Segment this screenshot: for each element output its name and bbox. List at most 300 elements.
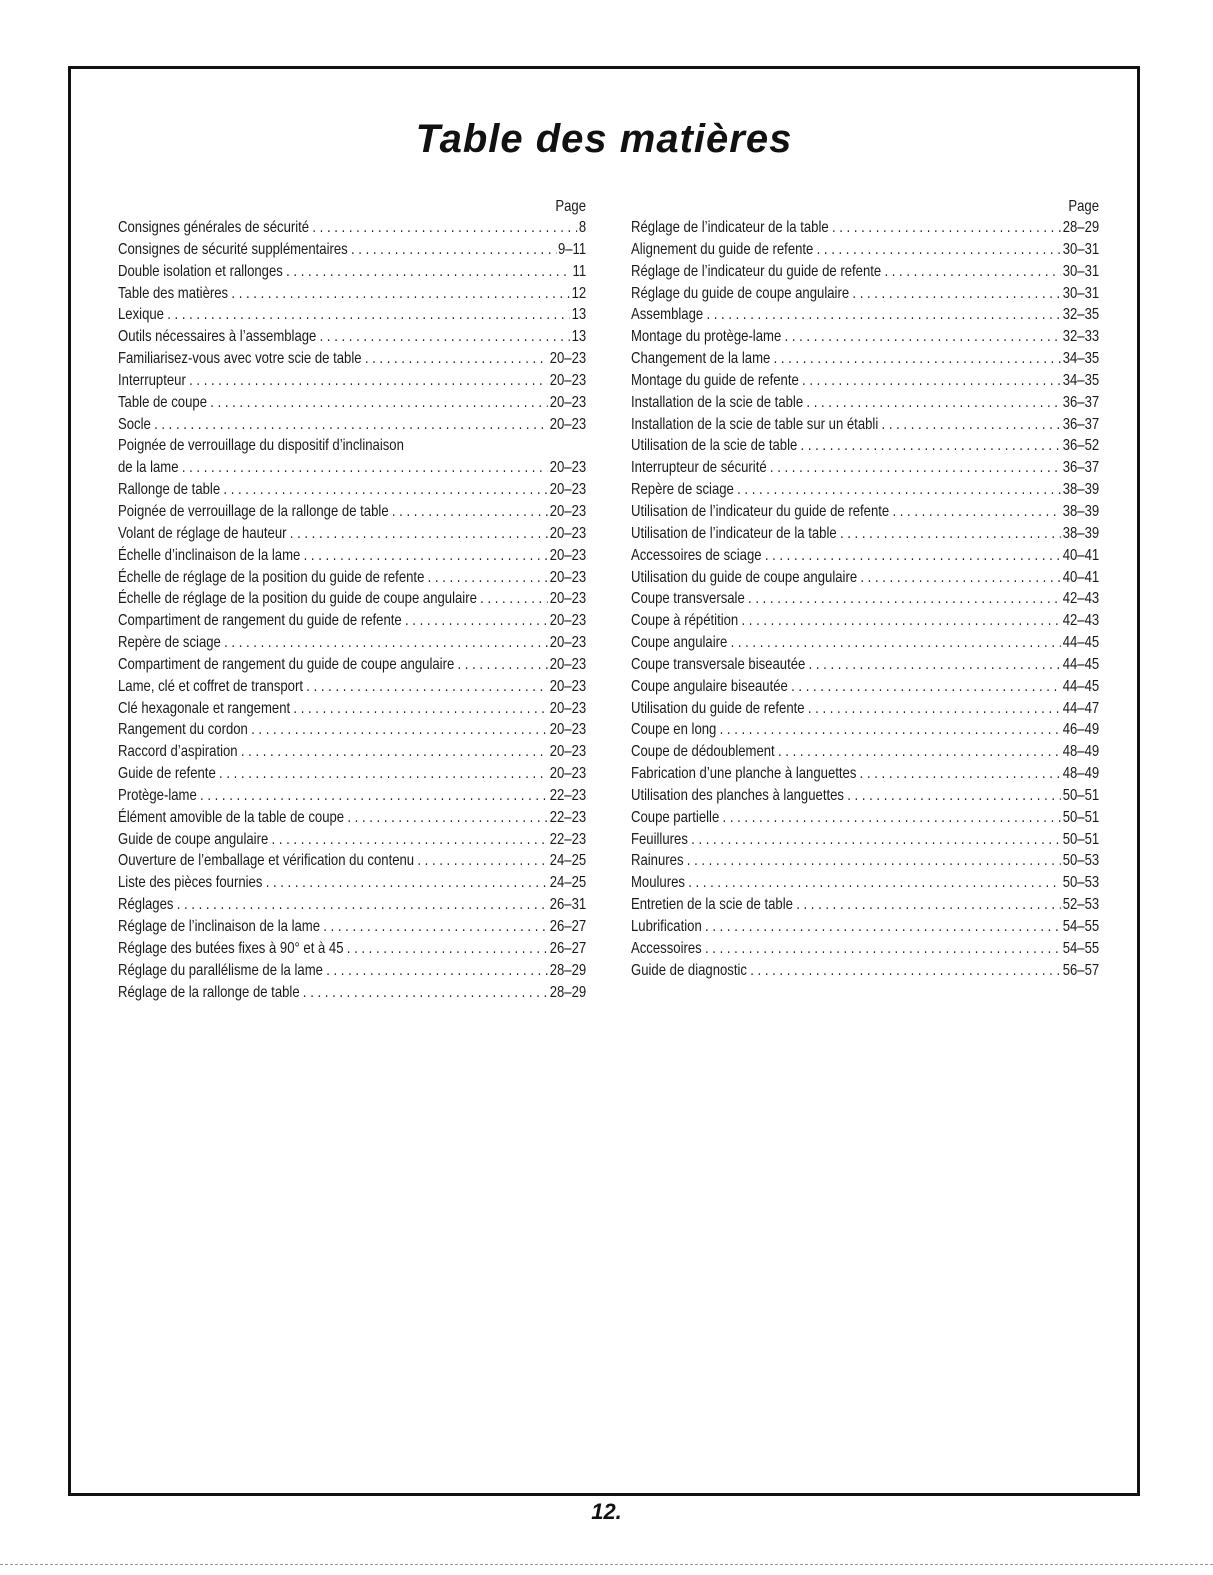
dot-leader (177, 894, 548, 916)
toc-entry-page: 40–41 (1062, 568, 1099, 586)
dot-leader (705, 938, 1061, 960)
dot-leader (200, 785, 548, 807)
dot-leader (306, 676, 548, 698)
toc-entry-page: 42–43 (1062, 590, 1099, 608)
toc-entry-page: 48–49 (1062, 743, 1099, 761)
toc-entry-page: 20–23 (549, 655, 586, 673)
toc-entry (118, 894, 586, 916)
toc-entry (118, 304, 586, 326)
toc-entry-row (118, 894, 586, 916)
toc-entry-label: Échelle de réglage de la position du guide de coupe angulaire (118, 590, 477, 608)
toc-entry (631, 807, 1099, 829)
toc-entry-row (118, 545, 586, 567)
toc-entry-page: 38–39 (1062, 481, 1099, 499)
dot-leader (428, 567, 548, 589)
dot-leader (832, 217, 1061, 239)
dot-leader (219, 763, 548, 785)
toc-entry-label: Guide de diagnostic (631, 961, 747, 979)
dot-leader (286, 261, 571, 283)
toc-entry-row (631, 960, 1099, 982)
scan-edge-divider (0, 1564, 1213, 1565)
toc-entry-page: 50–51 (1062, 808, 1099, 826)
dot-leader (884, 261, 1061, 283)
toc-entry-page: 36–37 (1062, 393, 1099, 411)
toc-entry-row (631, 370, 1099, 392)
dot-leader (808, 698, 1061, 720)
toc-entry-label: Coupe à répétition (631, 612, 739, 630)
toc-entry (118, 872, 586, 894)
toc-entry-row (631, 392, 1099, 414)
toc-entry (118, 829, 586, 851)
toc-entry-row (118, 807, 586, 829)
dot-leader (323, 916, 548, 938)
toc-entry-row (118, 850, 586, 872)
toc-entry-page: 50–53 (1062, 852, 1099, 870)
toc-entry (118, 960, 586, 982)
toc-entry (631, 960, 1099, 982)
toc-entry-label: Alignement du guide de refente (631, 240, 814, 258)
toc-entry (631, 217, 1099, 239)
toc-entry-page: 8 (578, 219, 586, 236)
toc-entry (118, 741, 586, 763)
toc-entry-row (118, 479, 586, 501)
toc-entry-label: Rangement du cordon (118, 721, 248, 739)
toc-entry-label: Réglage du parallélisme de la lame (118, 961, 323, 979)
toc-entry-page: 20–23 (549, 568, 586, 586)
toc-entry-row (118, 414, 586, 436)
toc-entry (118, 457, 586, 479)
toc-entry-page: 20–23 (549, 415, 586, 433)
toc-entry-label: Montage du protège-lame (631, 328, 782, 346)
toc-entry (631, 261, 1099, 283)
toc-entry-label: Interrupteur de sécurité (631, 459, 767, 477)
toc-entry (118, 719, 586, 741)
toc-entry-page: 20–23 (549, 590, 586, 608)
toc-entry-row (631, 610, 1099, 632)
toc-entry-page: 13 (571, 328, 586, 346)
toc-entry-label: Accessoires de sciage (631, 546, 762, 564)
toc-entry (631, 283, 1099, 305)
toc-entry-row (118, 872, 586, 894)
toc-entry-page: 20–23 (549, 699, 586, 717)
toc-entry-label: Lexique (118, 306, 164, 324)
toc-entry-row (118, 960, 586, 982)
toc-entry-row (118, 719, 586, 741)
toc-entry (631, 872, 1099, 894)
toc-entry (118, 763, 586, 785)
toc-entry (631, 326, 1099, 348)
toc-entry-row (631, 916, 1099, 938)
toc-entry-page: 20–23 (549, 481, 586, 499)
dot-leader (405, 610, 548, 632)
toc-entry-row (118, 348, 586, 370)
toc-entry-label: Installation de la scie de table (631, 393, 804, 411)
toc-entry-label: Échelle d’inclinaison de la lame (118, 546, 301, 564)
toc-entry-page: 44–47 (1062, 699, 1099, 717)
dot-leader (182, 457, 548, 479)
dot-leader (731, 632, 1061, 654)
toc-entry-page: 13 (571, 306, 586, 324)
toc-entry-page: 40–41 (1062, 546, 1099, 564)
toc-entry (118, 676, 586, 698)
toc-entry-row (631, 807, 1099, 829)
dot-leader (272, 829, 549, 851)
page-column-header: Page (1068, 198, 1099, 215)
toc-entry-label: Coupe angulaire (631, 634, 728, 652)
toc-entry-page: 30–31 (1062, 240, 1099, 258)
toc-entry (631, 392, 1099, 414)
dot-leader (840, 523, 1061, 545)
toc-entry-page: 52–53 (1062, 896, 1099, 914)
toc-left-column (118, 197, 586, 1003)
toc-entry-page: 28–29 (1062, 219, 1099, 236)
toc-entry-label: Réglage des butées fixes à 90° et à 45 (118, 939, 344, 957)
toc-entry (118, 654, 586, 676)
dot-leader (801, 435, 1061, 457)
dot-leader (860, 763, 1061, 785)
toc-entry-label: Lame, clé et coffret de transport (118, 677, 303, 695)
dot-leader (303, 982, 548, 1004)
toc-entry-page: 26–27 (549, 939, 586, 957)
toc-entry-row (118, 261, 586, 283)
toc-entry-row (631, 414, 1099, 436)
toc-entry-page: 20–23 (549, 371, 586, 389)
toc-entry-label: Fabrication d’une planche à languettes (631, 765, 857, 783)
toc-right-list (631, 217, 1099, 982)
dot-leader (765, 545, 1061, 567)
toc-entry-page: 24–25 (549, 852, 586, 870)
toc-entry (631, 894, 1099, 916)
toc-entry-page: 20–23 (549, 634, 586, 652)
toc-entry-page: 30–31 (1062, 262, 1099, 280)
dot-leader (347, 938, 548, 960)
toc-entry-page: 12 (571, 284, 586, 302)
dot-leader (210, 392, 548, 414)
dot-leader (392, 501, 548, 523)
toc-entry-row (631, 261, 1099, 283)
toc-entry-row (118, 741, 586, 763)
toc-entry (118, 239, 586, 261)
dot-leader (223, 479, 548, 501)
toc-entry (118, 392, 586, 414)
toc-entry-label: Moulures (631, 874, 685, 892)
toc-entry-row (118, 632, 586, 654)
toc-entry (631, 435, 1099, 457)
toc-entry-row (118, 938, 586, 960)
dot-leader (290, 523, 548, 545)
toc-entry-page: 32–35 (1062, 306, 1099, 324)
toc-entry-label: Consignes générales de sécurité (118, 219, 310, 236)
toc-entry (631, 719, 1099, 741)
toc-entry (631, 676, 1099, 698)
toc-entry (118, 283, 586, 305)
toc-entry-label: Protège-lame (118, 786, 197, 804)
toc-entry-row (631, 938, 1099, 960)
toc-entry (118, 501, 586, 523)
toc-entry-page: 28–29 (549, 983, 586, 1001)
toc-entry-row (631, 719, 1099, 741)
toc-entry (631, 479, 1099, 501)
toc-entry (118, 807, 586, 829)
dot-leader (266, 872, 548, 894)
dot-leader (791, 676, 1061, 698)
toc-entry-row (118, 457, 586, 479)
toc-entry (631, 239, 1099, 261)
dot-leader (351, 239, 556, 261)
page-title: Table des matières (415, 117, 793, 161)
toc-entry-page: 30–31 (1062, 284, 1099, 302)
dot-leader (480, 588, 548, 610)
toc-entry-page: 26–27 (549, 918, 586, 935)
toc-entry (118, 632, 586, 654)
toc-entry-page: 20–23 (549, 765, 586, 783)
dot-leader (802, 370, 1061, 392)
page-frame (68, 66, 1140, 1496)
toc-entry (118, 610, 586, 632)
dot-leader (847, 785, 1061, 807)
dot-leader (860, 567, 1061, 589)
toc-entry-page: 54–55 (1062, 918, 1099, 935)
toc-entry-page: 20–23 (549, 721, 586, 739)
toc-entry-label: Élément amovible de la table de coupe (118, 808, 345, 826)
toc-entry (118, 545, 586, 567)
dot-leader (312, 217, 577, 239)
toc-entry (631, 632, 1099, 654)
toc-entry-label: Réglage de l’indicateur de la table (631, 219, 829, 236)
toc-entry (118, 348, 586, 370)
toc-entry-row (631, 479, 1099, 501)
dot-leader (365, 348, 548, 370)
toc-entry-row (118, 654, 586, 676)
toc-entry-row (118, 283, 586, 305)
toc-entry (631, 370, 1099, 392)
toc-entry-label: Utilisation de l’indicateur du guide de refente (631, 502, 890, 520)
toc-entry-row (631, 829, 1099, 851)
toc-entry (118, 435, 586, 457)
toc-entry-row (631, 698, 1099, 720)
toc-entry-row (118, 435, 586, 457)
toc-entry-row (118, 392, 586, 414)
toc-entry-label: Poignée de verrouillage de la rallonge de table (118, 502, 389, 520)
toc-entry-label: Interrupteur (118, 371, 186, 389)
toc-entry (118, 785, 586, 807)
toc-entry-row (118, 567, 586, 589)
toc-entry-label: Ouverture de l’emballage et vérification du contenu (118, 852, 415, 870)
toc-entry-label: de la lame (118, 459, 179, 477)
toc-entry-row (631, 283, 1099, 305)
dot-leader (817, 239, 1061, 261)
toc-entry-row (631, 239, 1099, 261)
toc-entry (118, 982, 586, 1004)
dot-leader (417, 850, 548, 872)
toc-entry-label: Double isolation et rallonges (118, 262, 283, 280)
toc-entry-label: Volant de réglage de hauteur (118, 524, 287, 542)
toc-entry-label: Coupe angulaire biseautée (631, 677, 788, 695)
dot-leader (320, 326, 570, 348)
dot-leader (705, 916, 1061, 938)
dot-leader (770, 457, 1061, 479)
toc-entry-row (631, 785, 1099, 807)
toc-entry-page: 50–53 (1062, 874, 1099, 892)
toc-entry-label: Montage du guide de refente (631, 371, 799, 389)
toc-entry (118, 698, 586, 720)
dot-leader (748, 588, 1061, 610)
dot-leader (809, 654, 1061, 676)
toc-entry-label: Compartiment de rangement du guide de coupe angulaire (118, 655, 455, 673)
toc-entry-label: Réglage de la rallonge de table (118, 983, 300, 1001)
toc-entry (631, 741, 1099, 763)
toc-entry-row (118, 763, 586, 785)
dot-leader (224, 632, 548, 654)
toc-entry-page: 20–23 (549, 677, 586, 695)
dot-leader (774, 348, 1061, 370)
toc-entry-page: 20–23 (549, 393, 586, 411)
toc-entry-page: 22–23 (549, 830, 586, 848)
toc-entry-page: 42–43 (1062, 612, 1099, 630)
toc-entry-page: 50–51 (1062, 786, 1099, 804)
toc-entry-page: 50–51 (1062, 830, 1099, 848)
dot-leader (167, 304, 570, 326)
toc-entry-page: 56–57 (1062, 961, 1099, 979)
toc-entry-label: Feuillures (631, 830, 688, 848)
toc-entry-row (631, 457, 1099, 479)
toc-entry-page: 36–52 (1062, 437, 1099, 455)
toc-entry (118, 479, 586, 501)
toc-entry-row (118, 676, 586, 698)
toc-entry-page: 28–29 (549, 961, 586, 979)
toc-entry (118, 916, 586, 938)
dot-leader (720, 719, 1061, 741)
toc-entry-row (118, 239, 586, 261)
toc-entry (631, 567, 1099, 589)
toc-entry-row (631, 632, 1099, 654)
dot-leader (706, 304, 1061, 326)
toc-entry-page: 22–23 (549, 786, 586, 804)
toc-entry-page: 44–45 (1062, 634, 1099, 652)
toc-entry-label: Coupe transversale biseautée (631, 655, 806, 673)
toc-entry-label: Accessoires (631, 939, 702, 957)
toc-entry-page: 9–11 (557, 240, 586, 258)
toc-entry-page: 46–49 (1062, 721, 1099, 739)
dot-leader (785, 326, 1062, 348)
toc-entry-label: Installation de la scie de table sur un établi (631, 415, 879, 433)
toc-entry-label: Familiarisez-vous avec votre scie de table (118, 350, 362, 368)
toc-entry-row (631, 304, 1099, 326)
toc-entry-label: Assemblage (631, 306, 704, 324)
toc-entry-label: Table des matières (118, 284, 229, 302)
dot-leader (778, 741, 1061, 763)
dot-leader (688, 872, 1061, 894)
toc-entry-label: Coupe de dédoublement (631, 743, 775, 761)
toc-entry-label: Réglage de l’inclinaison de la lame (118, 918, 321, 935)
toc-entry (118, 850, 586, 872)
toc-entry-label: Poignée de verrouillage du dispositif d’inclinaison (118, 437, 404, 455)
toc-entry-label: Table de coupe (118, 393, 207, 411)
toc-entry (631, 523, 1099, 545)
toc-entry-row (631, 894, 1099, 916)
toc-entry-row (118, 610, 586, 632)
dot-leader (326, 960, 548, 982)
toc-entry-label: Réglage de l’indicateur du guide de refente (631, 262, 882, 280)
toc-entry (118, 588, 586, 610)
toc-left-list (118, 217, 586, 1003)
dot-leader (687, 850, 1061, 872)
toc-entry-label: Réglage du guide de coupe angulaire (631, 284, 850, 302)
toc-entry-page: 20–23 (549, 524, 586, 542)
toc-entry-label: Liste des pièces fournies (118, 874, 263, 892)
toc-entry (631, 545, 1099, 567)
toc-entry-page: 44–45 (1062, 677, 1099, 695)
toc-entry-row (118, 785, 586, 807)
toc-entry-label: Repère de sciage (118, 634, 221, 652)
toc-entry-page: 36–37 (1062, 459, 1099, 477)
toc-entry-label: Changement de la lame (631, 350, 771, 368)
toc-entry (118, 217, 586, 239)
toc-entry-page: 20–23 (549, 459, 586, 477)
toc-entry-row (631, 523, 1099, 545)
toc-entry-page: 20–23 (549, 612, 586, 630)
toc-entry (631, 916, 1099, 938)
dot-leader (723, 807, 1062, 829)
toc-entry-page: 44–45 (1062, 655, 1099, 673)
dot-leader (796, 894, 1061, 916)
dot-leader (750, 960, 1061, 982)
dot-leader (691, 829, 1061, 851)
toc-entry-row (118, 523, 586, 545)
toc-entry-label: Guide de coupe angulaire (118, 830, 269, 848)
toc-entry-row (631, 850, 1099, 872)
toc-entry (631, 938, 1099, 960)
toc-entry (631, 654, 1099, 676)
toc-entry-label: Utilisation de la scie de table (631, 437, 798, 455)
dot-leader (241, 741, 548, 763)
dot-leader (154, 414, 548, 436)
toc-entry-label: Outils nécessaires à l’assemblage (118, 328, 317, 346)
toc-entry-label: Rallonge de table (118, 481, 221, 499)
toc-entry-page: 48–49 (1062, 765, 1099, 783)
toc-entry-row (631, 588, 1099, 610)
toc-entry-row (631, 654, 1099, 676)
toc-entry-label: Clé hexagonale et rangement (118, 699, 291, 717)
dot-leader (251, 719, 548, 741)
dot-leader (293, 698, 548, 720)
toc-entry (631, 501, 1099, 523)
dot-leader (882, 414, 1062, 436)
toc-entry-page: 20–23 (549, 350, 586, 368)
toc-entry-row (631, 348, 1099, 370)
toc-entry (631, 414, 1099, 436)
toc-entry-label: Repère de sciage (631, 481, 734, 499)
toc-entry-page: 11 (572, 262, 586, 280)
dot-leader (231, 283, 570, 305)
dot-leader (892, 501, 1061, 523)
toc-entry-label: Entretien de la scie de table (631, 896, 793, 914)
toc-entry-label: Utilisation de l’indicateur de la table (631, 524, 837, 542)
toc-entry-label: Lubrification (631, 918, 702, 935)
page-column-header: Page (555, 198, 586, 215)
toc-entry (118, 261, 586, 283)
dot-leader (347, 807, 548, 829)
toc-entry-label: Échelle de réglage de la position du guide de refente (118, 568, 425, 586)
toc-entry (631, 457, 1099, 479)
dot-leader (737, 479, 1061, 501)
toc-entry-label: Coupe transversale (631, 590, 745, 608)
toc-entry-row (118, 326, 586, 348)
toc-entry-label: Socle (118, 415, 151, 433)
toc-entry (118, 523, 586, 545)
dot-leader (852, 283, 1061, 305)
toc-entry-row (631, 763, 1099, 785)
